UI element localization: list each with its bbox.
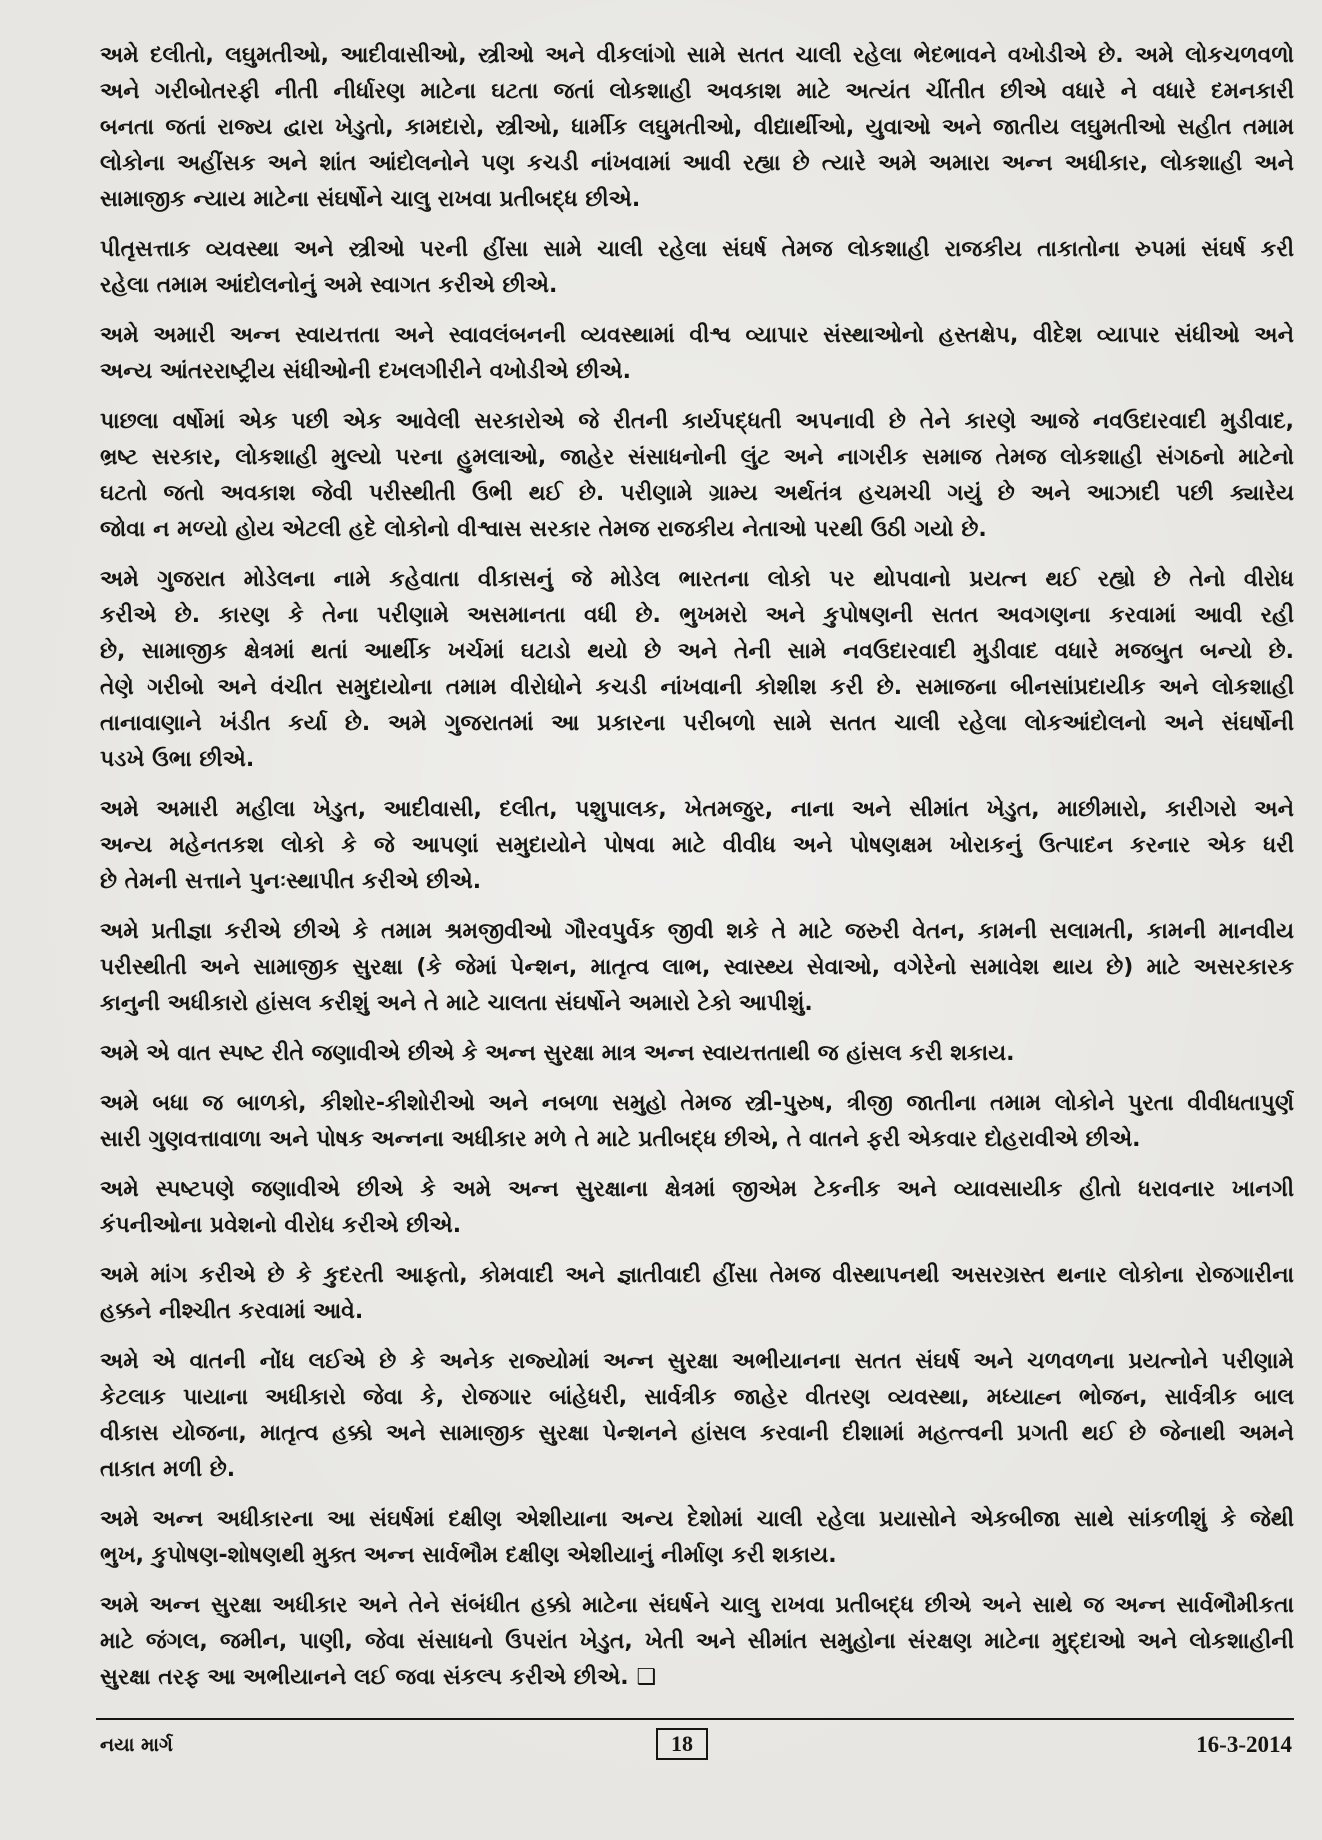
paragraph-14 xyxy=(100,1588,1294,1696)
paragraph-4-line-3: ઘટતો જતો અવકાશ જેવી પરીસ્થીતી ઉભી થઈ છે. પરીણામે ગ્રામ્ય અર્થતંત્ર હચમચી ગયું છે અને આઝાદી પછી ક્યારેય xyxy=(100,481,1294,506)
paragraph-12-line-1: અમે એ વાતની નોંધ લઈએ છે કે અનેક રાજ્યોમાં અન્ન સુરક્ષા અભીયાનના સતત સંઘર્ષ અને ચળવળના પ્રયત્નોને પરીણામે xyxy=(100,1349,1294,1374)
paragraph-1-line-3: બનતા જતાં રાજ્ય દ્વારા ખેડુતો, કામદારો, સ્ત્રીઓ, ધાર્મીક લઘુમતીઓ, વીદ્યાર્થીઓ, યુવાઓ અને જાતીય લઘુમતીઓ સહીત તમામ xyxy=(100,115,1294,140)
paragraph-14-line-3 xyxy=(100,1660,1294,1696)
paragraph-7-line-3: કાનુની અધીકારો હાંસલ કરીશું અને તે માટે ચાલતા સંઘર્ષોને અમારો ટેકો આપીશું. xyxy=(100,991,813,1016)
paragraph-12 xyxy=(100,1344,1294,1488)
paragraph-12-line-2: કેટલાક પાયાના અધીકારો જેવા કે, રોજગાર બાંહેધરી, સાર્વત્રીક જાહેર વીતરણ વ્યવસ્થા, મધ્યાહ્ન ભોજન, સાર્વત્રીક બાલ xyxy=(100,1385,1294,1410)
paragraph-5-line-3: છે, સામાજીક ક્ષેત્રમાં થતાં આર્થીક ખર્ચમાં ઘટાડો થયો છે અને તેની સામે નવઉદારવાદી મુડીવાદ વધારે મજબુત બન્યો છે. xyxy=(100,639,1294,664)
paragraph-11-line-1: અમે માંગ કરીએ છે કે કુદરતી આફતો, કોમવાદી અને જ્ઞાતીવાદી હીંસા તેમજ વીસ્થાપનથી અસરગ્રસ્ત થનાર લોકોના રોજગારીના xyxy=(100,1263,1294,1288)
paragraph-11 xyxy=(100,1258,1294,1330)
paragraph-9-line-1: અમે બધા જ બાળકો, કીશોર-કીશોરીઓ અને નબળા સમુહો તેમજ સ્ત્રી-પુરુષ, ત્રીજી જાતીના તમામ લોકોને પુરતા વીવીધતાપુર્ણ xyxy=(100,1091,1294,1116)
paragraph-10 xyxy=(100,1172,1294,1244)
paragraph-13 xyxy=(100,1502,1294,1574)
paragraph-14-line-1: અમે અન્ન સુરક્ષા અધીકાર અને તેને સંબંધીત હક્કો માટેના સંઘર્ષને ચાલુ રાખવા પ્રતીબદ્ધ છીએ અને સાથે જ અન્ન સાર્વભૌમીકતા xyxy=(100,1593,1294,1618)
paragraph-8-line-1: અમે એ વાત સ્પષ્ટ રીતે જણાવીએ છીએ કે અન્ન સુરક્ષા માત્ર અન્ન સ્વાયત્તતાથી જ હાંસલ કરી શકાય. xyxy=(100,1041,1015,1066)
paragraph-13-line-1: અમે અન્ન અધીકારના આ સંઘર્ષમાં દક્ષીણ એશીયાના અન્ય દેશોમાં ચાલી રહેલા પ્રયાસોને એકબીજા સાથે સાંકળીશું કે જેથી xyxy=(100,1507,1294,1532)
page-number: 18 xyxy=(656,1728,708,1760)
paragraph-6-line-2: અન્ય મહેનતકશ લોકો કે જે આપણાં સમુદાયોને પોષવા માટે વીવીધ અને પોષણક્ષમ ખોરાકનું ઉત્પાદન કરનાર એક ધરી xyxy=(100,833,1294,858)
paragraph-6-line-3: છે તેમની સત્તાને પુનઃસ્થાપીત કરીએ છીએ. xyxy=(100,869,482,894)
paragraph-10-line-1: અમે સ્પષ્ટપણે જણાવીએ છીએ કે અમે અન્ન સુરક્ષાના ક્ષેત્રમાં જીએમ ટેકનીક અને વ્યાવસાયીક હીતો ધરાવનાર ખાનગી xyxy=(100,1177,1294,1202)
paragraph-5-line-5: તાનાવાણાને ખંડીત કર્યા છે. અમે ગુજરાતમાં આ પ્રકારના પરીબળો સામે સતત ચાલી રહેલા લોકઆંદોલનો અને સંઘર્ષોની xyxy=(100,711,1294,736)
paragraph-5-line-6: પડખે ઉભા છીએ. xyxy=(100,747,255,772)
paragraph-12-line-4: તાકાત મળી છે. xyxy=(100,1457,236,1482)
paragraph-2-line-1: પીતૃસત્તાક વ્યવસ્થા અને સ્ત્રીઓ પરની હીંસા સામે ચાલી રહેલા સંઘર્ષ તેમજ લોકશાહી રાજકીય તાકાતોના રુપમાં સંઘર્ષ કરી xyxy=(100,237,1294,262)
paragraph-9-line-2: સારી ગુણવત્તાવાળા અને પોષક અન્નના અધીકાર મળે તે માટે પ્રતીબદ્ધ છીએ, તે વાતને ફરી એકવાર દોહરાવીએ છીએ. xyxy=(100,1127,1141,1152)
paragraph-7-line-2: પરીસ્થીતી અને સામાજીક સુરક્ષા (કે જેમાં પેન્શન, માતૃત્વ લાભ, સ્વાસ્થ્ય સેવાઓ, વગેરેનો સમાવેશ થાય છે) માટે અસરકારક xyxy=(100,955,1294,980)
footer-rule xyxy=(96,1718,1294,1720)
paragraph-4 xyxy=(100,404,1294,548)
paragraph-2 xyxy=(100,232,1294,304)
paragraph-1-line-2: અને ગરીબોતરફી નીતી નીર્ધારણ માટેના ઘટતા જતાં લોકશાહી અવકાશ માટે અત્યંત ચીંતીત છીએ વધારે ને વધારે દમનકારી xyxy=(100,79,1294,104)
paragraph-1-line-4: લોકોના અહીંસક અને શાંત આંદોલનોને પણ કચડી નાંખવામાં આવી રહ્યા છે ત્યારે અમે અમારા અન્ન અધીકાર, લોકશાહી અને xyxy=(100,151,1294,176)
paragraph-3-line-2: અન્ય આંતરરાષ્ટ્રીય સંધીઓની દખલગીરીને વખોડીએ છીએ. xyxy=(100,359,631,384)
paragraph-12-line-3: વીકાસ યોજના, માતૃત્વ હક્કો અને સામાજીક સુરક્ષા પેન્શનને હાંસલ કરવાની દીશામાં મહત્ત્વની પ્રગતી થઈ છે જેનાથી અમને xyxy=(100,1421,1294,1446)
paragraph-4-line-2: ભ્રષ્ટ સરકાર, લોકશાહી મુલ્યો પરના હુમલાઓ, જાહેર સંસાધનોની લુંટ અને નાગરીક સમાજ તેમજ લોકશાહી સંગઠનો માટેનો xyxy=(100,445,1294,470)
paragraph-2-line-2: રહેલા તમામ આંદોલનોનું અમે સ્વાગત કરીએ છીએ. xyxy=(100,273,558,298)
paragraph-5-line-4: તેણે ગરીબો અને વંચીત સમુદાયોના તમામ વીરોધોને કચડી નાંખવાની કોશીશ કરી છે. સમાજના બીનસાંપ્રદાયીક અને લોકશાહી xyxy=(100,675,1294,700)
paragraph-14-line-3-text: સુરક્ષા તરફ આ અભીયાનને લઈ જવા સંકલ્પ કરીએ છીએ. xyxy=(100,1665,629,1690)
paragraph-10-line-2: કંપનીઓના પ્રવેશનો વીરોધ કરીએ છીએ. xyxy=(100,1213,462,1238)
end-mark-icon: ❑ xyxy=(636,1665,657,1690)
paragraph-6 xyxy=(100,792,1294,900)
paragraph-4-line-4: જોવા ન મળ્યો હોય એટલી હદે લોકોનો વીશ્વાસ સરકાર તેમજ રાજકીય નેતાઓ પરથી ઉઠી ગયો છે. xyxy=(100,517,987,542)
paragraph-5-line-1: અમે ગુજરાત મોડેલના નામે કહેવાતા વીકાસનું જે મોડેલ ભારતના લોકો પર થોપવાનો પ્રયત્ન થઈ રહ્યો છે તેનો વીરોધ xyxy=(100,567,1294,592)
paragraph-9 xyxy=(100,1086,1294,1158)
paragraph-1 xyxy=(100,38,1294,218)
paragraph-5-line-2: કરીએ છે. કારણ કે તેના પરીણામે અસમાનતા વધી છે. ભુખમરો અને કુપોષણની સતત અવગણના કરવામાં આવી રહી xyxy=(100,603,1294,628)
paragraph-4-line-1: પાછલા વર્ષોમાં એક પછી એક આવેલી સરકારોએ જે રીતની કાર્યપદ્ધતી અપનાવી છે તેને કારણે આજે નવઉદારવાદી મુડીવાદ, xyxy=(100,409,1294,434)
paragraph-1-line-5: સામાજીક ન્યાય માટેના સંઘર્ષોને ચાલુ રાખવા પ્રતીબદ્ધ છીએ. xyxy=(100,187,641,212)
publication-name: નયા માર્ગ xyxy=(100,1734,173,1756)
paragraph-8 xyxy=(100,1036,1294,1072)
paragraph-14-line-2: માટે જંગલ, જમીન, પાણી, જેવા સંસાધનો ઉપરાંત ખેડુત, ખેતી અને સીમાંત સમુહોના સંરક્ષણ માટેના મુદ્દાઓ અને લોકશાહીની xyxy=(100,1629,1294,1654)
paragraph-11-line-2: હક્કને નીશ્ચીત કરવામાં આવે. xyxy=(100,1299,364,1324)
paragraph-3-line-1: અમે અમારી અન્ન સ્વાયત્તતા અને સ્વાવલંબનની વ્યવસ્થામાં વીશ્વ વ્યાપાર સંસ્થાઓનો હસ્તક્ષેપ, વીદેશ વ્યાપાર સંધીઓ અને xyxy=(100,323,1294,348)
paragraph-5 xyxy=(100,562,1294,778)
article-body xyxy=(100,38,1294,1696)
publication-date: 16-3-2014 xyxy=(1196,1732,1292,1757)
paragraph-3 xyxy=(100,318,1294,390)
paragraph-7 xyxy=(100,914,1294,1022)
paragraph-7-line-1: અમે પ્રતીજ્ઞા કરીએ છીએ કે તમામ શ્રમજીવીઓ ગૌરવપુર્વક જીવી શકે તે માટે જરુરી વેતન, કામની સલામતી, કામની માનવીય xyxy=(100,919,1294,944)
paragraph-1-line-1: અમે દલીતો, લઘુમતીઓ, આદીવાસીઓ, સ્ત્રીઓ અને વીકલાંગો સામે સતત ચાલી રહેલા ભેદભાવને વખોડીએ છે. અમે લોકચળવળો xyxy=(100,43,1294,68)
paragraph-6-line-1: અમે અમારી મહીલા ખેડુત, આદીવાસી, દલીત, પશુપાલક, ખેતમજુર, નાના અને સીમાંત ખેડુત, માછીમારો, કારીગરો અને xyxy=(100,797,1294,822)
paragraph-13-line-2: ભુખ, કુપોષણ-શોષણથી મુક્ત અન્ન સાર્વભૌમ દક્ષીણ એશીયાનું નીર્માણ કરી શકાય. xyxy=(100,1543,837,1568)
